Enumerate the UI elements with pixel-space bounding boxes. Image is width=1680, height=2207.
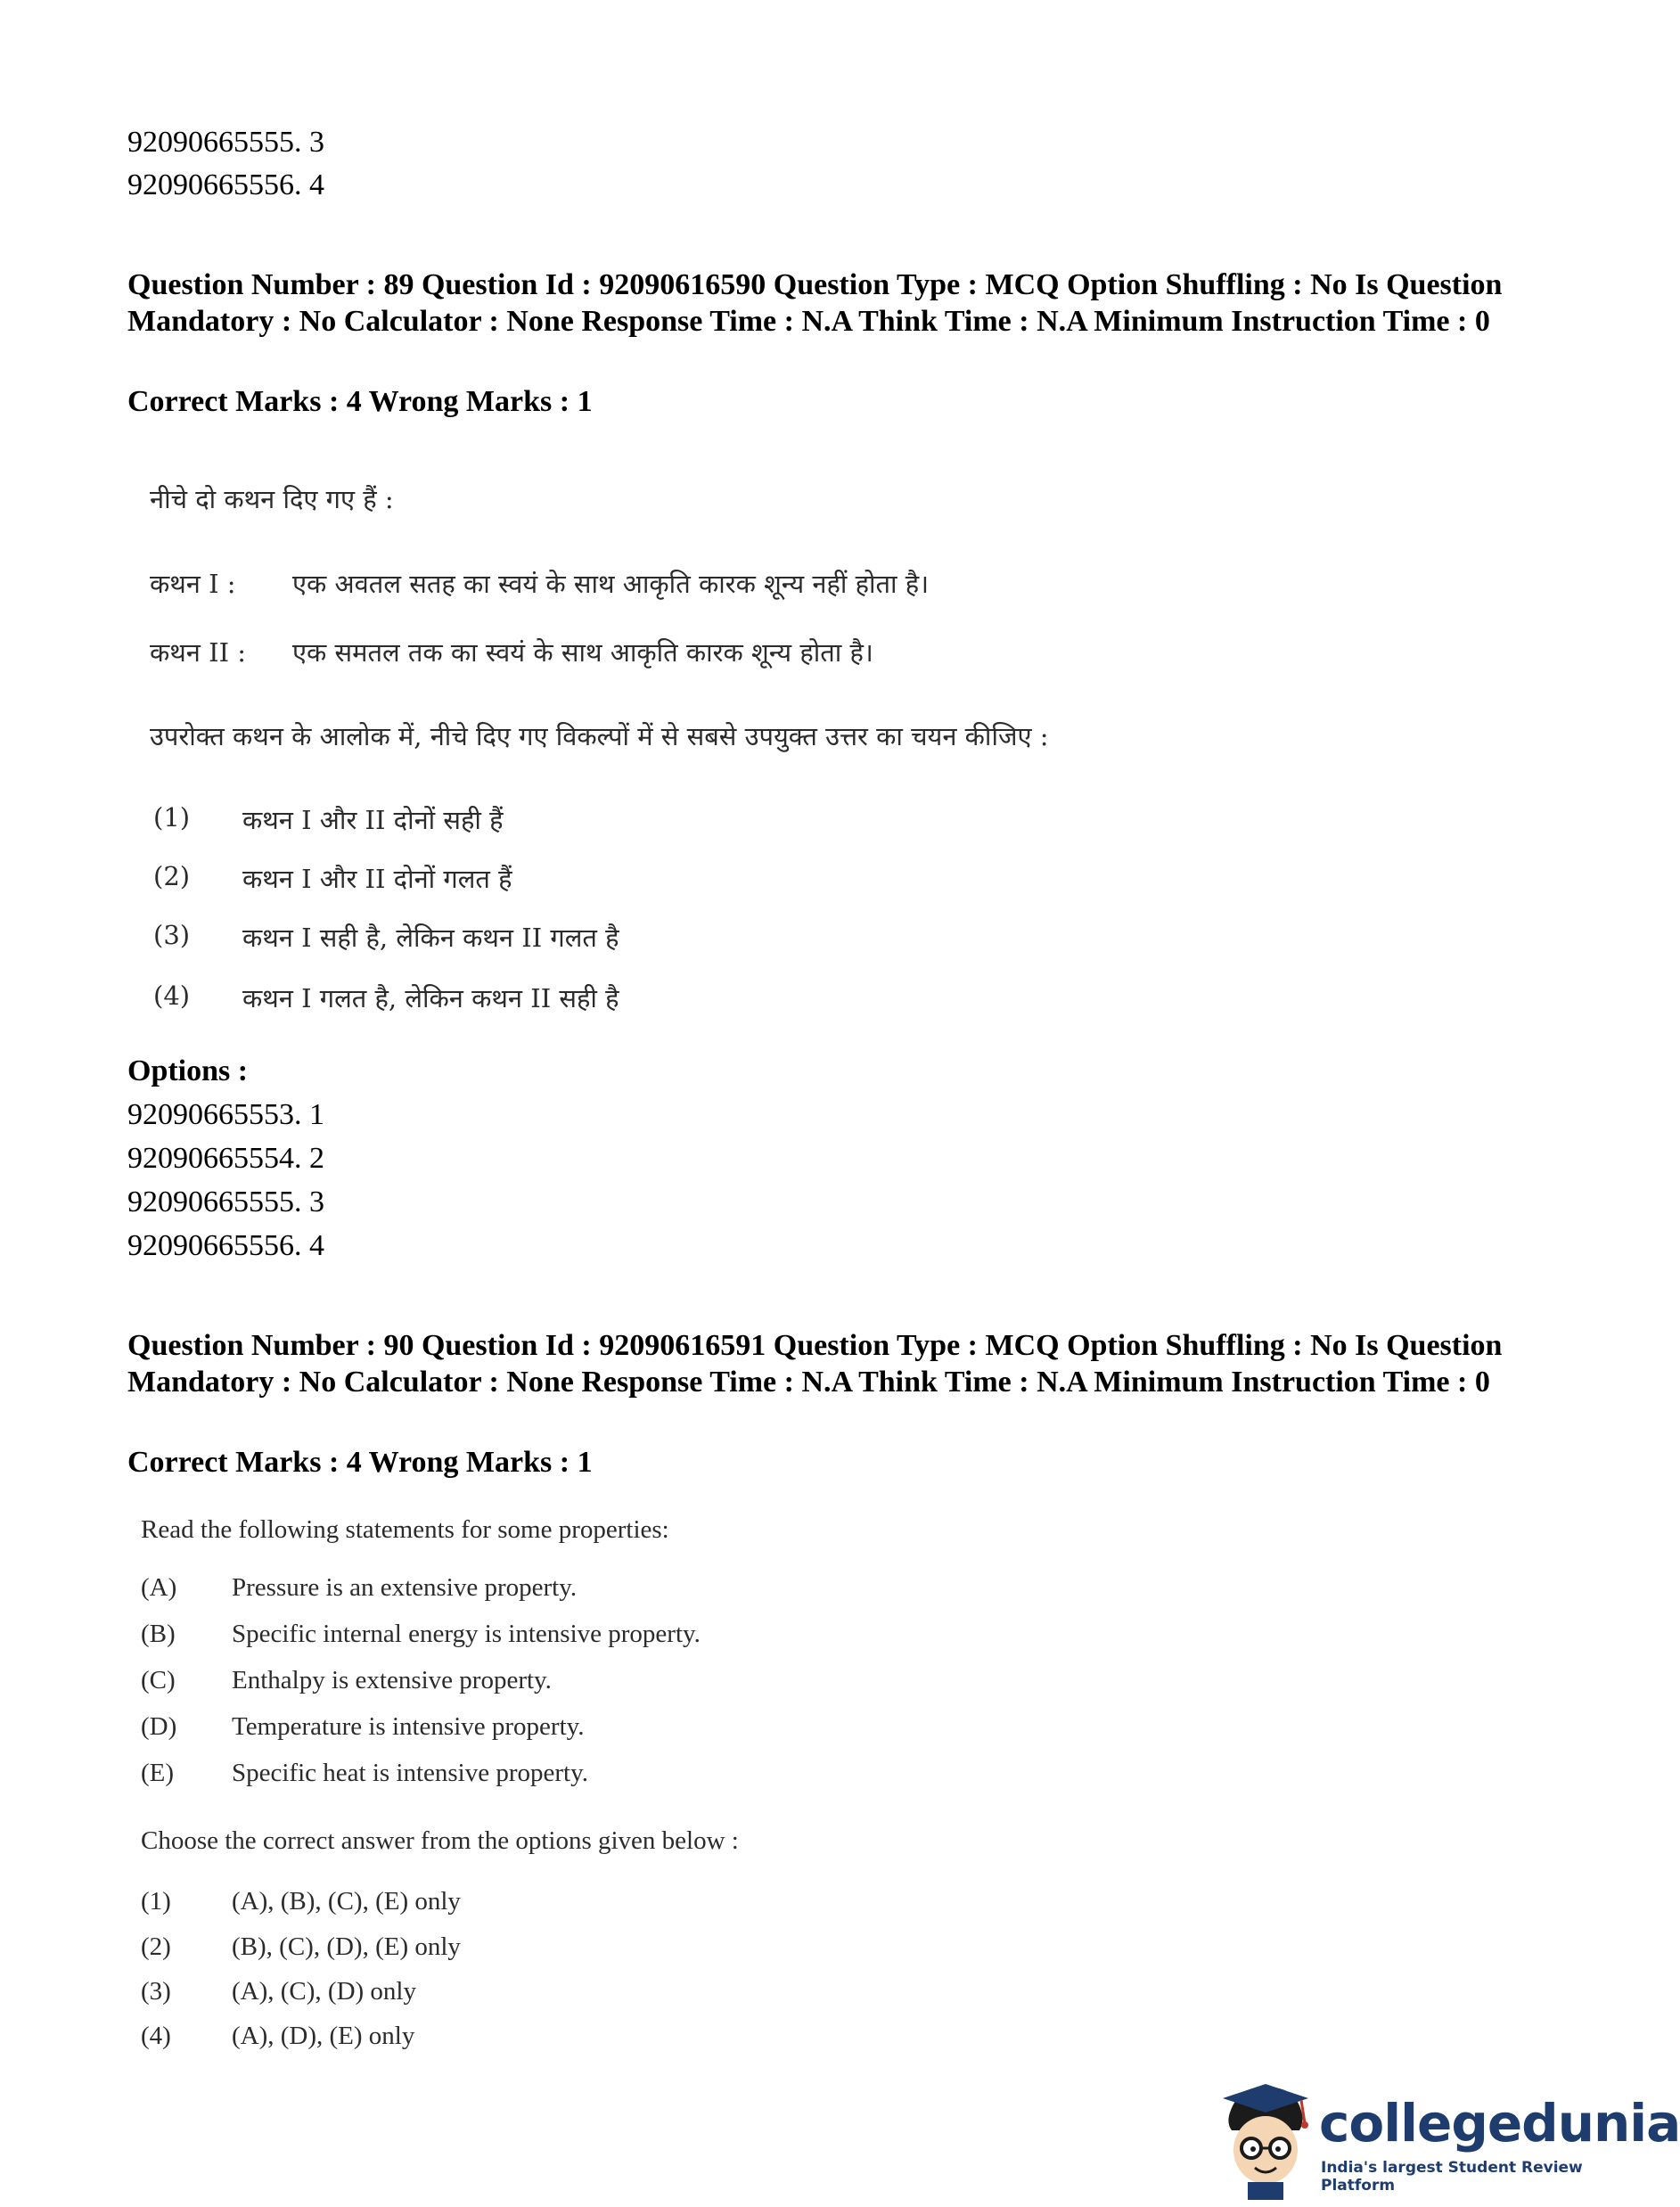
statement-label: (E) <box>141 1759 175 1787</box>
mascot-icon <box>1212 2077 1319 2202</box>
choice-number: (4) <box>153 980 191 1011</box>
statement-text: Specific heat is intensive property. <box>232 1759 588 1787</box>
collegedunia-logo[interactable] <box>1212 2077 1680 2202</box>
choice-text: कथन I और II दोनों सही हैं <box>242 805 504 835</box>
statement-text: Enthalpy is extensive property. <box>232 1666 552 1694</box>
option-line: 92090665554. 2 <box>127 1142 324 1175</box>
options-label: Options : <box>127 1054 249 1087</box>
question-intro: नीचे दो कथन दिए गए हैं : <box>150 484 394 514</box>
marks-line: Correct Marks : 4 Wrong Marks : 1 <box>127 385 593 418</box>
statement-text: Pressure is an extensive property. <box>232 1573 578 1602</box>
choice-number: (1) <box>141 1887 171 1916</box>
statement-text: एक समतल तक का स्वयं के साथ आकृति कारक शून्य होता है। <box>292 637 873 668</box>
option-line: 92090665553. 1 <box>127 1098 324 1131</box>
statement-text: Specific internal energy is intensive property. <box>232 1620 701 1648</box>
logo-wordmark: collegedunia <box>1319 2093 1680 2154</box>
statement-label: कथन II : <box>150 637 247 668</box>
choice-text: (A), (D), (E) only <box>232 2022 415 2050</box>
statement-label: (B) <box>141 1620 176 1648</box>
question-meta: Question Number : 89 Question Id : 92090616590 Question Type : MCQ Option Shuffling : No Is Question Mandatory : No Calculator : None Response Time : N.A Think Time : N.A Minimum Instruction Time : 0 <box>127 268 1503 338</box>
choice-text: (B), (C), (D), (E) only <box>232 1932 461 1961</box>
choice-text: कथन I सही है, लेकिन कथन II गलत है <box>242 923 619 953</box>
statement-label: (A) <box>141 1573 177 1602</box>
choice-number: (2) <box>153 861 191 891</box>
statement-label: कथन I : <box>150 569 236 599</box>
option-line: 92090665556. 4 <box>127 1229 324 1262</box>
choice-text: (A), (B), (C), (E) only <box>232 1887 461 1916</box>
option-line: 92090665555. 3 <box>127 1186 324 1218</box>
question-intro: Read the following statements for some properties: <box>141 1515 669 1544</box>
statement-text: एक अवतल सतह का स्वयं के साथ आकृति कारक शून्य नहीं होता है। <box>292 569 930 599</box>
choice-number: (2) <box>141 1932 171 1961</box>
choice-number: (1) <box>153 802 191 833</box>
option-line: 92090665555. 3 <box>127 126 324 159</box>
choice-text: कथन I गलत है, लेकिन कथन II सही है <box>242 983 619 1013</box>
statement-label: (D) <box>141 1712 177 1741</box>
logo-tagline: India's largest Student Review Platform <box>1321 2159 1583 2195</box>
choice-number: (3) <box>153 920 191 950</box>
option-line: 92090665556. 4 <box>127 168 324 201</box>
question-prompt: Choose the correct answer from the options given below : <box>141 1826 739 1855</box>
choice-number: (4) <box>141 2022 171 2050</box>
choice-text: (A), (C), (D) only <box>232 1977 416 2006</box>
choice-text: कथन I और II दोनों गलत हैं <box>242 864 512 894</box>
statement-label: (C) <box>141 1666 176 1694</box>
statement-text: Temperature is intensive property. <box>232 1712 585 1741</box>
question-prompt: उपरोक्त कथन के आलोक में, नीचे दिए गए विकल्पों में से सबसे उपयुक्त उत्तर का चयन कीजिए : <box>150 721 1049 751</box>
marks-line: Correct Marks : 4 Wrong Marks : 1 <box>127 1446 593 1479</box>
choice-number: (3) <box>141 1977 171 2006</box>
question-meta: Question Number : 90 Question Id : 92090616591 Question Type : MCQ Option Shuffling : No Is Question Mandatory : No Calculator : None Response Time : N.A Think Time : N.A Minimum Instruction Time : 0 <box>127 1329 1503 1399</box>
